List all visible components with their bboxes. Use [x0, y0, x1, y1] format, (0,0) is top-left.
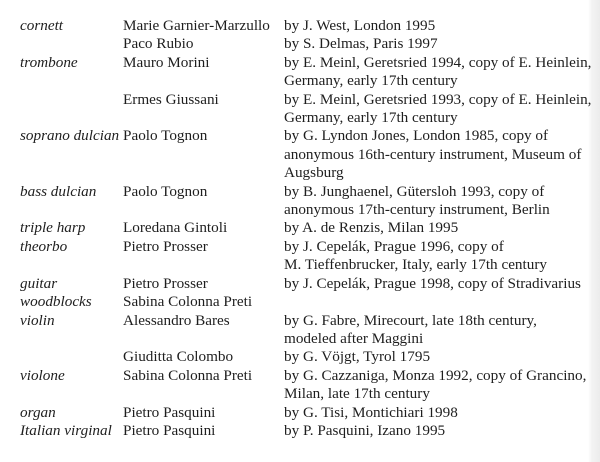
instrument-name: violone	[20, 366, 65, 384]
instrument-name	[20, 348, 123, 366]
instrument-name: organ	[20, 403, 56, 421]
maker-line: by G. Lyndon Jones, London 1985, copy of	[284, 127, 549, 145]
instrument-name: bass dulcian	[20, 182, 97, 200]
maker-line	[284, 293, 600, 311]
list-item	[20, 275, 600, 293]
list-item	[20, 238, 600, 275]
maker-line: modeled after Maggini	[284, 329, 424, 347]
maker-line: by E. Meinl, Geretsried 1993, copy of E. Heinlein,	[284, 90, 592, 108]
maker-line: by J. Cepelák, Prague 1996, copy of	[284, 237, 504, 255]
instrument-maker	[284, 183, 600, 220]
list-item	[20, 293, 600, 311]
instrument-maker	[284, 293, 600, 311]
instrument-name: woodblocks	[20, 293, 92, 311]
instrument-name: soprano dulcian	[20, 127, 120, 145]
instrument-name: violin	[20, 311, 55, 329]
list-item	[20, 54, 600, 91]
player-name: Paolo Tognon	[123, 182, 208, 200]
player-name: Sabina Colonna Preti	[123, 293, 253, 311]
instrument-maker	[284, 219, 600, 237]
instrument-maker	[284, 35, 600, 53]
list-item	[20, 348, 600, 366]
maker-line: Germany, early 17th century	[284, 72, 458, 90]
instrument-maker	[284, 127, 600, 182]
list-item	[20, 35, 600, 53]
player-name: Ermes Giussani	[123, 90, 219, 108]
player-name: Mauro Morini	[123, 53, 210, 71]
maker-line: M. Tieffenbrucker, Italy, early 17th century	[284, 256, 547, 274]
list-item	[20, 91, 600, 128]
list-item	[20, 312, 600, 349]
maker-line: by S. Delmas, Paris 1997	[284, 35, 438, 53]
instrument-maker	[284, 238, 600, 275]
maker-line: by G. Cazzaniga, Monza 1992, copy of Grancino,	[284, 366, 587, 384]
maker-line: by G. Fabre, Mirecourt, late 18th century,	[284, 311, 537, 329]
list-item	[20, 127, 600, 182]
player-name: Paolo Tognon	[123, 127, 208, 145]
player-name: Pietro Prosser	[123, 237, 208, 255]
maker-line: by B. Junghaenel, Gütersloh 1993, copy of	[284, 182, 545, 200]
instrument-maker	[284, 275, 600, 293]
maker-line: Augsburg	[284, 164, 344, 182]
player-name: Pietro Prosser	[123, 274, 208, 292]
list-item	[20, 367, 600, 404]
instrument-name: trombone	[20, 53, 78, 71]
instrument-name: guitar	[20, 274, 58, 292]
instrument-name: theorbo	[20, 237, 68, 255]
instrument-maker	[284, 312, 600, 349]
instrument-maker	[284, 348, 600, 366]
maker-line: by J. Cepelák, Prague 1998, copy of Stradivarius	[284, 274, 581, 292]
list-item	[20, 404, 600, 422]
instrument-maker	[284, 54, 600, 91]
instrument-name: Italian virginal	[20, 421, 112, 439]
maker-line: by J. West, London 1995	[284, 17, 436, 34]
list-item	[20, 17, 600, 35]
instrument-name: triple harp	[20, 219, 86, 237]
maker-line: by G. Tisi, Montichiari 1998	[284, 403, 458, 421]
list-item	[20, 219, 600, 237]
player-name: Alessandro Bares	[123, 311, 230, 329]
maker-line: by G. Vöjgt, Tyrol 1795	[284, 348, 431, 366]
maker-line: by E. Meinl, Geretsried 1994, copy of E. Heinlein,	[284, 53, 592, 71]
instrument-maker	[284, 404, 600, 422]
maker-line: anonymous 17th-century instrument, Berlin	[284, 201, 550, 219]
instrument-name	[20, 91, 123, 128]
instrument-maker	[284, 367, 600, 404]
maker-line: Milan, late 17th century	[284, 385, 430, 403]
maker-line: anonymous 16th-century instrument, Museum of	[284, 145, 582, 163]
list-item	[20, 183, 600, 220]
instrument-maker	[284, 422, 600, 440]
maker-line: by P. Pasquini, Izano 1995	[284, 421, 446, 439]
player-name: Pietro Pasquini	[123, 403, 216, 421]
instrument-name	[20, 35, 123, 53]
list-item	[20, 422, 600, 440]
instrument-name: cornett	[20, 17, 64, 34]
player-name: Sabina Colonna Preti	[123, 366, 253, 384]
player-name: Marie Garnier-Marzullo	[123, 17, 270, 34]
player-name: Loredana Gintoli	[123, 219, 228, 237]
player-name: Pietro Pasquini	[123, 421, 216, 439]
maker-line: Germany, early 17th century	[284, 109, 458, 127]
player-name: Paco Rubio	[123, 35, 194, 53]
instrument-maker	[284, 91, 600, 128]
instrument-list	[20, 17, 600, 440]
instrument-maker	[284, 17, 600, 35]
player-name: Giuditta Colombo	[123, 348, 234, 366]
maker-line: by A. de Renzis, Milan 1995	[284, 219, 459, 237]
